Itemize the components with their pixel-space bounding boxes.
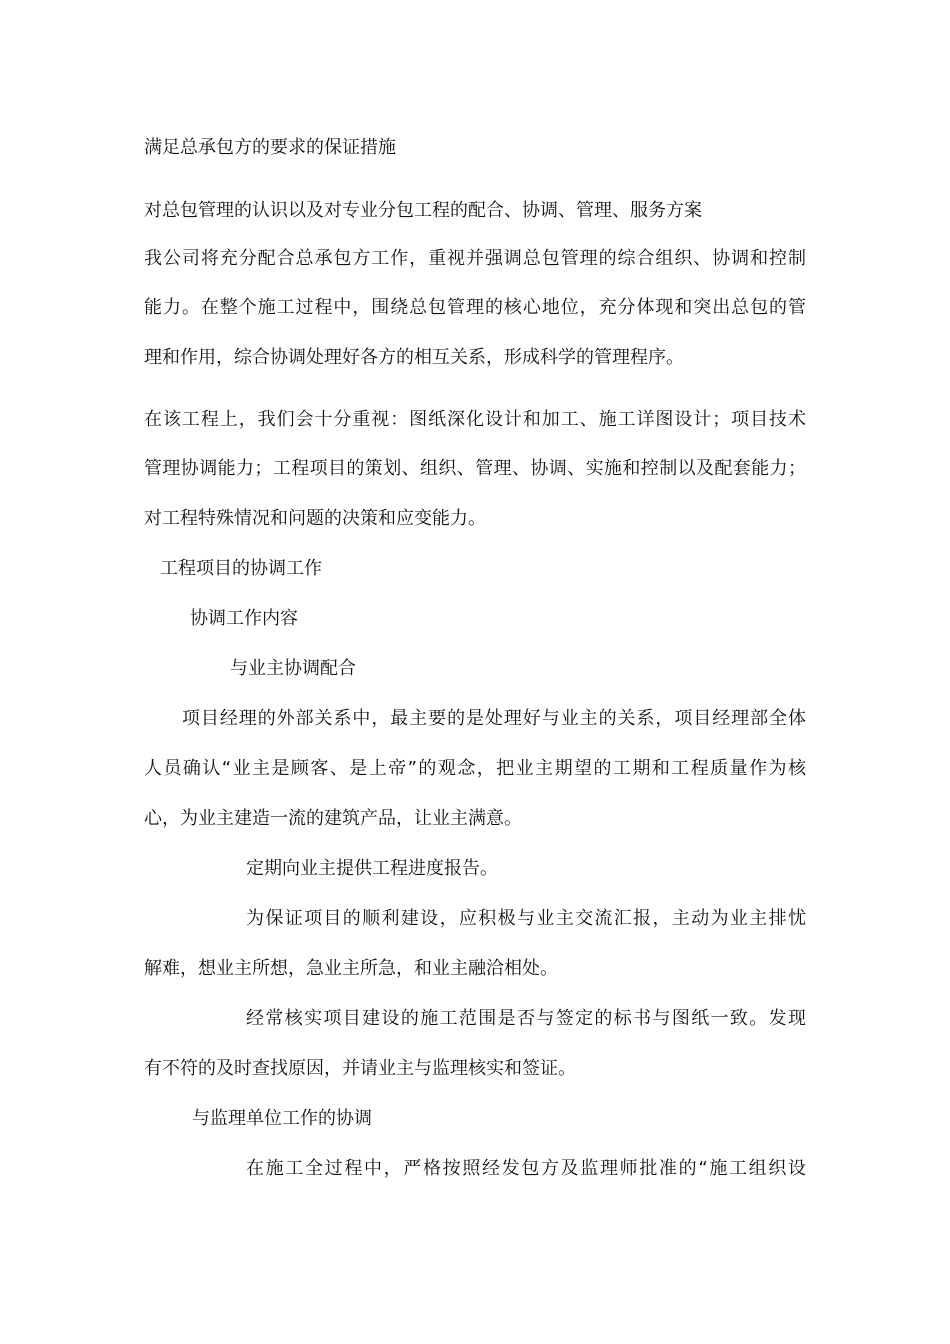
paragraph-line: 我公司将充分配合总承包方工作，重视并强调总包管理的综合组织、协调和控制 — [144, 248, 806, 269]
section-title: 满足总承包方的要求的保证措施 — [144, 137, 396, 158]
paragraph-line: 能力。在整个施工过程中，围绕总包管理的核心地位，充分体现和突出总包的管 — [144, 297, 806, 318]
paragraph-line: 人员确认“业主是顾客、是上帝”的观念，把业主期望的工期和工程质量作为核 — [144, 758, 806, 779]
paragraph-line: 项目经理的外部关系中，最主要的是处理好与业主的关系，项目经理部全体 — [182, 708, 806, 729]
paragraph-line: 解难，想业主所想，急业主所急，和业主融洽相处。 — [144, 958, 558, 979]
heading-level-2: 协调工作内容 — [190, 608, 298, 629]
list-item: 在施工全过程中，严格按照经发包方及监理师批准的“施工组织设 — [246, 1158, 806, 1179]
heading-level-1: 工程项目的协调工作 — [160, 558, 322, 579]
list-item: 定期向业主提供工程进度报告。 — [246, 858, 498, 879]
paragraph-line: 在该工程上，我们会十分重视：图纸深化设计和加工、施工详图设计；项目技术 — [144, 409, 806, 430]
heading-level-2: 与监理单位工作的协调 — [192, 1108, 372, 1129]
paragraph-line: 对工程特殊情况和问题的决策和应变能力。 — [144, 508, 486, 529]
list-item: 为保证项目的顺利建设，应积极与业主交流汇报，主动为业主排忧 — [246, 908, 806, 929]
paragraph-line: 管理协调能力；工程项目的策划、组织、管理、协调、实施和控制以及配套能力； — [144, 458, 806, 479]
heading-level-3: 与业主协调配合 — [230, 658, 356, 679]
subsection-title: 对总包管理的认识以及对专业分包工程的配合、协调、管理、服务方案 — [144, 200, 702, 221]
paragraph-line: 有不符的及时查找原因，并请业主与监理核实和签证。 — [144, 1058, 576, 1079]
paragraph-line: 理和作用，综合协调处理好各方的相互关系，形成科学的管理程序。 — [144, 347, 684, 368]
list-item: 经常核实项目建设的施工范围是否与签定的标书与图纸一致。发现 — [246, 1008, 806, 1029]
paragraph-line: 心，为业主建造一流的建筑产品，让业主满意。 — [144, 808, 522, 829]
